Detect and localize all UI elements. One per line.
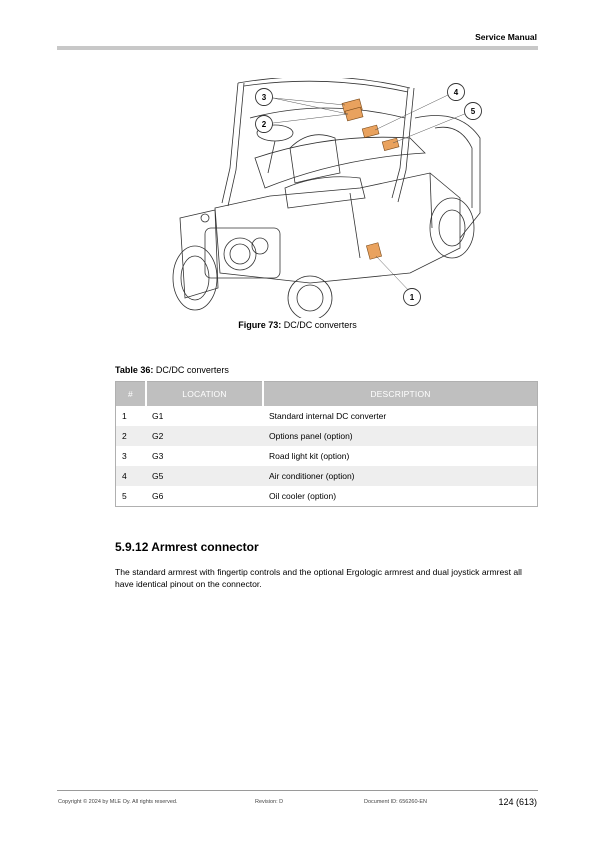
footer-revision: Revision: D <box>255 799 284 805</box>
figure-caption-text: DC/DC converters <box>281 320 357 330</box>
figure-caption <box>0 320 595 330</box>
row-location: G6 <box>152 491 164 501</box>
section-body: The standard armrest with fingertip controls and the optional Ergologic armrest and dual joystick armrest all have identical pinout on the connector. <box>115 567 522 589</box>
row-location: G5 <box>146 466 263 486</box>
row-description: Options panel (option) <box>263 426 538 446</box>
converter-table <box>115 381 538 507</box>
row-location: G2 <box>146 426 263 446</box>
table-caption <box>115 365 229 375</box>
callout-5-label: 5 <box>470 107 476 116</box>
row-description: Oil cooler (option) <box>269 491 337 501</box>
row-number: 1 <box>122 411 127 421</box>
footer-rule <box>57 790 538 791</box>
column-header-location: LOCATION <box>146 382 263 407</box>
row-number: 3 <box>122 451 127 461</box>
callout-4-label: 4 <box>453 88 459 97</box>
column-header-number: # <box>116 382 147 407</box>
header-rule <box>57 46 538 50</box>
callout-1-label: 1 <box>409 293 415 302</box>
table-row <box>116 486 538 507</box>
row-number: 2 <box>116 426 147 446</box>
row-location: G3 <box>152 451 164 461</box>
row-description: Air conditioner (option) <box>263 466 538 486</box>
row-description: Road light kit (option) <box>269 451 350 461</box>
figure-caption-label: Figure 73: <box>238 320 282 330</box>
footer-copyright: Copyright © 2024 by MLE Oy. All rights reserved. <box>58 799 178 805</box>
table-row <box>116 426 538 446</box>
table-row <box>116 466 538 486</box>
row-location: G1 <box>152 411 164 421</box>
table-row <box>116 406 538 426</box>
footer-document-id: Document ID: 656260-EN <box>364 799 427 805</box>
callout-2-label: 2 <box>261 120 267 129</box>
row-number: 4 <box>116 466 147 486</box>
table-caption-label: Table 36: <box>115 365 154 375</box>
row-description: Standard internal DC converter <box>269 411 387 421</box>
row-number: 5 <box>122 491 127 501</box>
header-title: Service Manual <box>475 32 537 42</box>
table-row <box>116 446 538 466</box>
column-header-description: DESCRIPTION <box>263 382 538 407</box>
forklift-illustration <box>160 78 490 318</box>
table-header-row <box>116 382 538 407</box>
callout-3-label: 3 <box>261 93 267 102</box>
section-heading: 5.9.12 Armrest connector <box>115 540 259 554</box>
footer-page-number: 124 (613) <box>498 797 537 807</box>
table-caption-text: DC/DC converters <box>153 365 229 375</box>
